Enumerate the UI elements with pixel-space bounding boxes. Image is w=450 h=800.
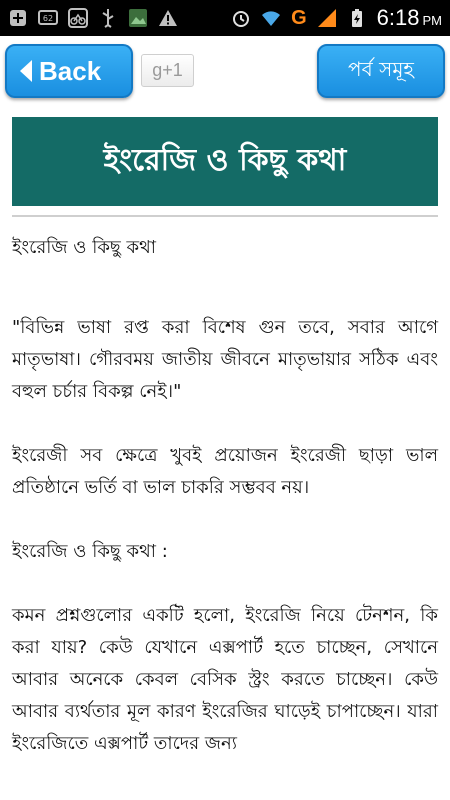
bike-icon <box>68 8 88 28</box>
warning-icon <box>158 8 178 28</box>
svg-text:62: 62 <box>42 14 54 23</box>
add-icon <box>8 8 28 28</box>
title-divider <box>12 215 438 217</box>
toolbar <box>0 36 450 106</box>
google-plus-one-button[interactable]: g+1 <box>141 54 194 87</box>
article-title-banner <box>12 117 438 206</box>
episodes-button[interactable]: পর্ব সমূহ <box>317 44 445 98</box>
carrier-label: G <box>291 6 307 29</box>
back-button[interactable] <box>5 44 133 98</box>
article-title: ইংরেজি ও কিছু কথা <box>103 143 347 178</box>
article-subheading: ইংরেজি ও কিছু কথা : <box>12 541 168 562</box>
usb-icon <box>98 8 118 28</box>
article-paragraph-2: কমন প্রশ্নগুলোর একটি হলো, ইংরেজি নিয়ে টেনশন, কি করা যায়? কেউ যেখানে এক্সপার্ট হতে চাচ্ছেন, সেখানে আবার অনেকে কেবল বেসিক স্ট্রং করতে চাচ্ছেন। কেউ আবার ব্যর্থতার মূল কারণ ইংরেজির ঘাড়েই চাপাচ্ছেন। যারা ইংরেজিতে এক্সপার্ট তাদের জন্য <box>12 605 438 754</box>
status-left-icons <box>8 8 178 28</box>
status-time: 6:18 PM <box>376 5 442 30</box>
article-body[interactable] <box>12 232 438 754</box>
back-arrow-icon <box>19 59 33 83</box>
alarm-icon <box>231 8 251 28</box>
status-bar <box>0 0 450 36</box>
battery-charging-icon <box>347 8 367 28</box>
status-right-icons <box>231 5 442 31</box>
signal-icon <box>317 8 337 28</box>
article-paragraph-1: ইংরেজী সব ক্ষেত্রে খুবই প্রয়োজন ইংরেজী ছাড়া ভাল প্রতিষ্ঠানে ভর্তি বা ভাল চাকরি সম্ভবব নয়। <box>12 445 438 498</box>
article-heading: ইংরেজি ও কিছু কথা <box>12 237 157 258</box>
sms-icon <box>38 8 58 28</box>
wifi-icon <box>261 8 281 28</box>
back-button-label: Back <box>39 55 102 86</box>
app-image-icon <box>128 8 148 28</box>
article-quote: "বিভিন্ন ভাষা রপ্ত করা বিশেষ গুন তবে, সবার আগে মাতৃভাষা। গৌরবময় জাতীয় জীবনে মাতৃভায়ার সঠিক এবং বহুল চর্চার বিকল্প নেই।" <box>12 317 438 402</box>
